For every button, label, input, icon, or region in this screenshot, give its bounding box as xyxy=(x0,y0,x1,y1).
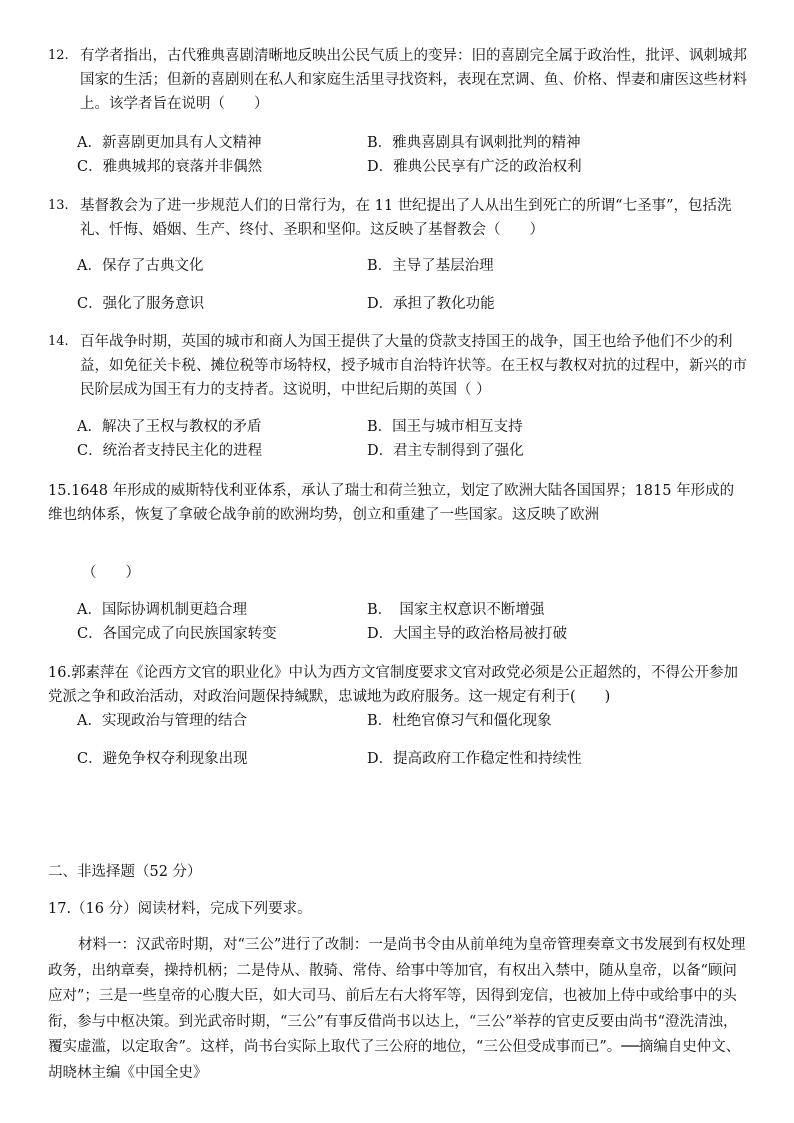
option-c: C．各国完成了向民族国家转变 xyxy=(77,626,277,642)
question-stem: 百年战争时期，英国的城市和商人为国王提供了大量的贷款支持国王的战争，国王也给予他们不少的利益，如免征关卡税、摊位税等市场特权，授予城市自治特许状等。在王权与教权对抗的过程中，新兴的市民阶层成为国王有力的支持者。这说明，中世纪后期的英国（ ） xyxy=(80,334,747,398)
option-a: A．新喜剧更加具有人文精神 xyxy=(77,135,262,151)
option-b: B．主导了基层治理 xyxy=(367,258,494,274)
option-b: B． 国家主权意识不断增强 xyxy=(367,602,545,618)
option-c: C．避免争权夺利现象出现 xyxy=(77,751,248,767)
option-d: D．君主专制得到了强化 xyxy=(367,443,524,459)
question-text: 1648 年形成的威斯特伐利亚体系，承认了瑞士和荷兰独立，划定了欧洲大陆各国国界；1815 年形成的维也纳体系，恢复了拿破仑战争前的欧洲均势，创立和重建了一些国家。这反映了欧洲 xyxy=(48,483,735,523)
question-12 xyxy=(48,44,748,116)
option-b: B．雅典喜剧具有讽刺批判的精神 xyxy=(367,135,581,151)
question-16 xyxy=(48,661,748,709)
option-d: D．雅典公民享有广泛的政治权利 xyxy=(367,159,582,175)
question-number: 16. xyxy=(48,665,72,681)
option-c: C．雅典城邦的衰落并非偶然 xyxy=(77,159,263,175)
question-15 xyxy=(48,479,748,527)
question-text: 郭素萍在《论西方文官的职业化》中认为西方文官制度要求文官对政党必须是公正超然的，不得公开参加党派之争和政治活动，对政治问题保持缄默，忠诚地为政府服务。这一规定有利于( ) xyxy=(48,665,739,705)
option-a: A．实现政治与管理的结合 xyxy=(77,713,247,729)
option-b: B．杜绝官僚习气和僵化现象 xyxy=(367,713,552,729)
question-number: 14. xyxy=(48,334,69,349)
question-number: 13. xyxy=(48,198,69,213)
section-title: 二、非选择题（52 分） xyxy=(48,864,202,880)
option-b: B．国王与城市相互支持 xyxy=(367,419,523,435)
option-a: A．解决了王权与教权的矛盾 xyxy=(77,419,262,435)
option-a: A．国际协调机制更趋合理 xyxy=(77,602,247,618)
question-number: 15. xyxy=(48,483,72,499)
option-d: D．承担了教化功能 xyxy=(367,296,495,312)
question-stem xyxy=(48,479,748,527)
material-paragraph: 材料一：汉武帝时期，对“三公”进行了改制：一是尚书令由从前单纯为皇帝管理奏章文书发展到有权处理政务，出纳章奏，操持机柄；二是侍从、散骑、常侍、给事中等加官，有权出入禁中，随从皇帝，以备“顾问应对”；三是一些皇帝的心腹大臣，如大司马、前后左右大将军等，因得到宠信，也被加上侍中或给事中的头衔，参与中枢决策。到光武帝时期，“三公”有事反借尚书以达上，“三公”举荐的官吏反要由尚书“澄洗清浊，覆实虚滥，以定取舍”。这样，尚书台实际上取代了三公府的地位，“三公但受成事而已”。──摘编自史仲文、胡晓林主编《中国全史》 xyxy=(48,937,746,1081)
option-c: C．强化了服务意识 xyxy=(77,296,205,312)
question-stem: 基督教会为了进一步规范人们的日常行为，在 11 世纪提出了人从出生到死亡的所谓“七圣事”，包括洗礼、忏悔、婚姻、生产、终付、圣职和坚仰。这反映了基督教会（ ） xyxy=(80,198,732,238)
option-c: C．统治者支持民主化的进程 xyxy=(77,443,263,459)
option-d: D．大国主导的政治格局被打破 xyxy=(367,626,568,642)
question-number: 12. xyxy=(48,48,69,63)
question-14 xyxy=(48,330,748,402)
question-17-heading: 17.（16 分）阅读材料，完成下列要求。 xyxy=(48,901,312,917)
option-a: A．保存了古典文化 xyxy=(77,258,204,274)
question-stem: 有学者指出，古代雅典喜剧清晰地反映出公民气质上的变异：旧的喜剧完全属于政治性，批评、讽刺城邦国家的生活；但新的喜剧则在私人和家庭生活里寻找资料，表现在烹调、鱼、价格、悍妻和庸医这些材料上。该学者旨在说明（ ） xyxy=(80,48,747,112)
answer-blank: （ ） xyxy=(82,565,140,581)
question-stem xyxy=(48,661,748,709)
question-13 xyxy=(48,194,748,242)
option-d: D．提高政府工作稳定性和持续性 xyxy=(367,751,582,767)
